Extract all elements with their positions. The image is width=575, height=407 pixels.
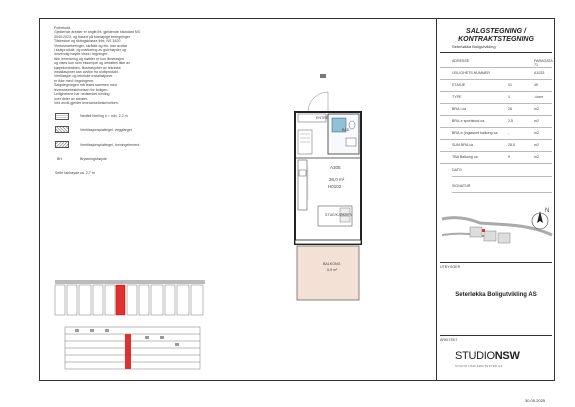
note-line: i sluttprodukt, og markering av gulvhøyder og	[54, 48, 126, 53]
legend-swatch-ventilation-element	[55, 141, 69, 148]
dato-label: DATO	[452, 168, 462, 172]
titleblock-k: TBA Balkong ca.	[452, 155, 479, 159]
titleblock-v1: 1	[508, 95, 510, 99]
note-line: innvendig høyde vises i tegninger.	[54, 52, 109, 57]
room-label-entre: ENTRÉ	[316, 116, 329, 120]
titleblock-v2: m2	[534, 143, 539, 147]
building-elevation	[55, 325, 205, 370]
developer-name: Seterløkka Boligutvikling AS	[455, 292, 537, 298]
legend-ceiling-key: Sette takhøyde	[55, 171, 80, 175]
drawing-title: SALGSTEGNING / KONTRAKTSTEGNING	[458, 28, 534, 43]
arkitekt-label: ARKITEKT	[440, 338, 458, 342]
note-line: Ved avvik gjelder leveransebeskrivelsen.	[54, 100, 119, 105]
dato-line	[452, 176, 552, 177]
north-label: N	[545, 208, 550, 214]
note-line: Alle innredning og møbler er kun illustrasjon	[54, 56, 124, 61]
titleblock-k: ADRESSE	[452, 59, 470, 63]
note-line: er ikke med i tegningene.	[54, 78, 95, 83]
titleblock-row	[440, 68, 552, 80]
note-line: Leilighetene har nedsenket himling	[54, 92, 110, 97]
site-plan	[440, 205, 554, 257]
legend-swatch-ventilation	[55, 126, 69, 133]
note-line: 3940:2023, og basert på foreløpige beregninger.	[54, 34, 131, 39]
titleblock-v2: m2	[534, 119, 539, 123]
room-label-stue: STUE/KJØKKEN	[325, 213, 353, 217]
key-plan	[55, 268, 205, 318]
unit-bra: H0102	[328, 184, 342, 189]
room-label-balkong: BALKONG	[323, 262, 341, 266]
titleblock-row	[440, 116, 552, 128]
titleblock-k: BRA-b (inglasset balkong ca.	[452, 131, 499, 135]
titleblock-row	[440, 56, 552, 68]
unit-id: A305	[330, 165, 341, 170]
titleblock-v2: A1033	[534, 71, 545, 75]
titleblock-row	[440, 140, 552, 152]
titleblock-k: ETASJE	[452, 83, 466, 87]
titleblock-k: LEILIGHETS NUMMER	[452, 71, 490, 75]
legend-bh-key: BH	[57, 157, 62, 161]
architect-logo-sub: STUDIO NSW ARKITEKTER AS	[455, 364, 503, 368]
titleblock-v2: m2	[534, 155, 539, 159]
unit-area: 26,0 m²	[329, 177, 345, 182]
note-line: Ventilasjon og tekniske installasjoner	[54, 74, 113, 79]
titleblock-row	[440, 92, 552, 104]
titleblock-k: BRA-i ca	[452, 107, 467, 111]
architect-logo: STUDIONSW	[455, 350, 520, 362]
legend-swatch-ceiling	[55, 113, 69, 120]
divider	[440, 335, 552, 336]
titleblock-v1: 01	[508, 83, 512, 87]
titleblock-row	[440, 80, 552, 92]
titleblock-v2: 4fl	[534, 83, 538, 87]
titleblock-v2: -/ome	[534, 95, 544, 99]
titleblock-v1: 28,5	[508, 143, 515, 147]
note-line: Vindusmarkeringer, skråtak og etc. kan avvike	[54, 43, 128, 48]
note-line: Gjeldende arealer er angitt iht. gjeldende standard NS	[54, 30, 140, 35]
legend-bh-label: Brystningshøyde	[80, 157, 107, 161]
room-label-bad: BAD	[342, 128, 350, 132]
titleblock-row	[440, 128, 552, 140]
divider	[440, 262, 552, 263]
titleblock-v2: PARAGATA 71	[534, 59, 553, 67]
titleblock-k: TYPE	[452, 95, 462, 99]
titleblock-v1: -	[508, 131, 510, 135]
note-line: Tilstrekkel og riktingsklasse ihht. NS 3420.	[54, 39, 122, 44]
titleblock-v1: 9	[508, 155, 510, 159]
note-line: kjøpekontrakten. Illustrasjoner av tekniske	[54, 65, 121, 70]
note-line: og vises kun som eksempel og omfattes ikke av	[54, 61, 131, 66]
floor-plan	[290, 70, 370, 310]
legend-label: Nedfelt himling h = min. 2,2 m	[80, 114, 128, 118]
legend-label: Ventilasjonsplattegel, veggfarget	[80, 128, 132, 132]
issue-date: 30.05.2025	[525, 398, 546, 403]
legend-label: Ventilasjonsplattegel, tonningelement	[80, 143, 140, 147]
titleblock-v1: 2,5	[508, 119, 513, 123]
titleblock-v1: 26	[508, 107, 512, 111]
note-line: Salgstegningen må leses sammen med	[54, 83, 117, 88]
titleblock-v2: m2	[534, 107, 539, 111]
titleblock-v2: m2	[534, 131, 539, 135]
note-line: installasjoner kan avvike fra sluttprodukt.	[54, 70, 119, 75]
titleblock-row	[440, 152, 552, 164]
note-line: over deler av arealet.	[54, 96, 88, 101]
balcony-area: 5,9 m²	[327, 268, 338, 272]
utbygger-label: UTBYGGER	[440, 265, 461, 269]
titleblock-k: SUM BRA ca	[452, 143, 473, 147]
titleblock-k: BRA-e sportsbod ca.	[452, 119, 486, 123]
divider	[440, 52, 552, 53]
disclaimer-notes	[54, 26, 204, 105]
titleblock-row	[440, 104, 552, 116]
note-line: leveransebeskrivelsen for boligen.	[54, 87, 109, 92]
note-line: Forbehold	[54, 26, 71, 30]
signatur-label: SIGNATUR	[452, 184, 471, 188]
legend-ceiling-value: ca. 2,7 m	[80, 171, 95, 175]
signatur-line	[452, 192, 552, 193]
drawing-subtitle: Seterløkka Boligutvikling	[452, 44, 496, 49]
